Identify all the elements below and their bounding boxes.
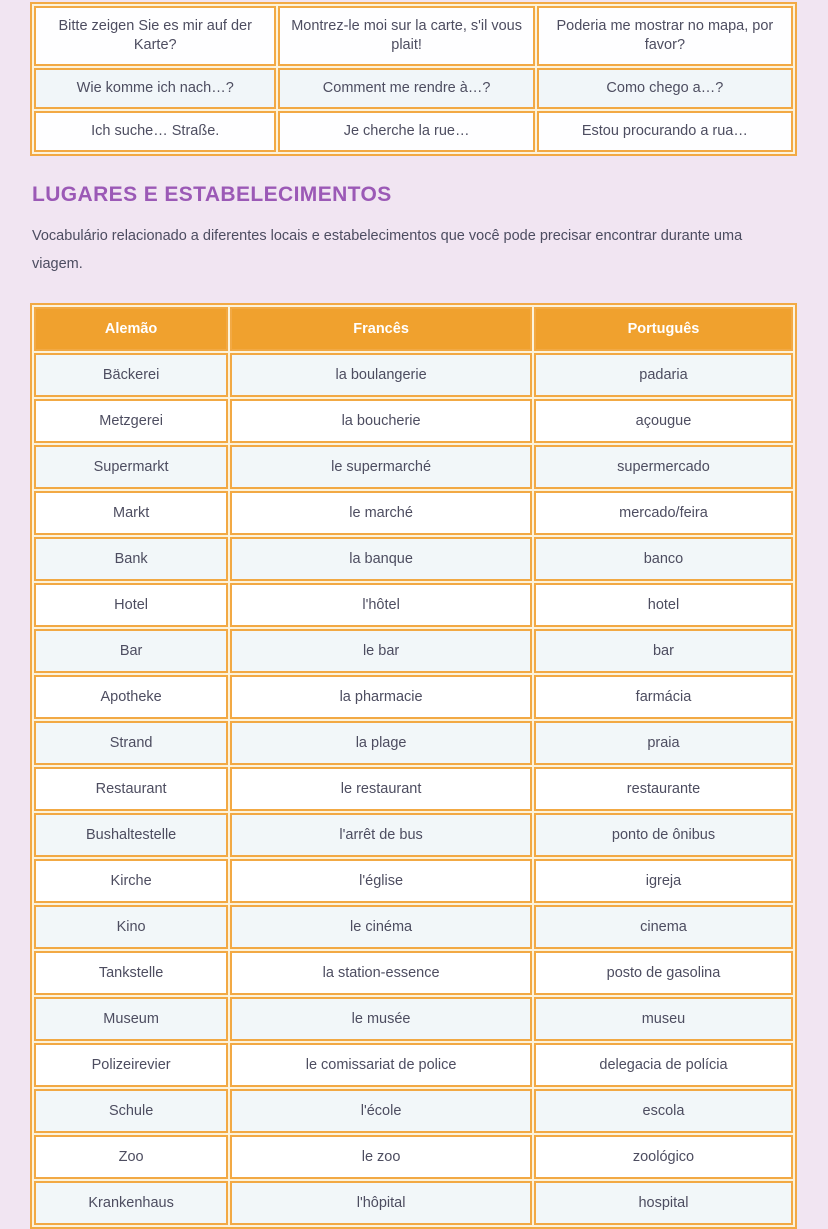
table-row: [34, 1043, 793, 1087]
cell-french: la station-essence: [230, 951, 532, 995]
cell-german: Polizeirevier: [34, 1043, 228, 1087]
cell-portuguese: banco: [534, 537, 793, 581]
places-table: [30, 303, 797, 1229]
phrases-table: [30, 2, 797, 156]
cell-portuguese: praia: [534, 721, 793, 765]
table-row: [34, 353, 793, 397]
cell-portuguese: mercado/feira: [534, 491, 793, 535]
cell-portuguese: restaurante: [534, 767, 793, 811]
phrase-cell-portuguese: Estou procurando a rua…: [537, 111, 793, 152]
cell-portuguese: hospital: [534, 1181, 793, 1225]
cell-portuguese: ponto de ônibus: [534, 813, 793, 857]
cell-french: l'hôpital: [230, 1181, 532, 1225]
column-header-french: Francês: [230, 307, 532, 351]
table-row: [34, 997, 793, 1041]
cell-german: Hotel: [34, 583, 228, 627]
cell-portuguese: bar: [534, 629, 793, 673]
cell-portuguese: hotel: [534, 583, 793, 627]
cell-german: Museum: [34, 997, 228, 1041]
cell-french: l'église: [230, 859, 532, 903]
section-title: LUGARES E ESTABELECIMENTOS: [32, 183, 392, 206]
table-row: [34, 1089, 793, 1133]
table-row: [34, 445, 793, 489]
table-row: [34, 6, 793, 66]
cell-french: la pharmacie: [230, 675, 532, 719]
column-header-portuguese: Português: [534, 307, 793, 351]
cell-portuguese: museu: [534, 997, 793, 1041]
cell-german: Metzgerei: [34, 399, 228, 443]
table-row: [34, 491, 793, 535]
cell-french: le supermarché: [230, 445, 532, 489]
cell-french: la banque: [230, 537, 532, 581]
table-row: [34, 951, 793, 995]
cell-german: Tankstelle: [34, 951, 228, 995]
table-row: [34, 629, 793, 673]
table-row: [34, 537, 793, 581]
cell-german: Kirche: [34, 859, 228, 903]
cell-french: le zoo: [230, 1135, 532, 1179]
cell-portuguese: escola: [534, 1089, 793, 1133]
cell-french: l'arrêt de bus: [230, 813, 532, 857]
cell-portuguese: igreja: [534, 859, 793, 903]
cell-german: Krankenhaus: [34, 1181, 228, 1225]
table-row: [34, 583, 793, 627]
table-row: [34, 675, 793, 719]
table-row: [34, 859, 793, 903]
cell-portuguese: açougue: [534, 399, 793, 443]
cell-french: le comissariat de police: [230, 1043, 532, 1087]
section-description: Vocabulário relacionado a diferentes locais e estabelecimentos que você pode precisar encontrar durante uma viagem.: [32, 228, 743, 272]
cell-french: la plage: [230, 721, 532, 765]
document-page: [0, 2, 828, 1211]
table-row: [34, 68, 793, 109]
cell-french: le bar: [230, 629, 532, 673]
cell-portuguese: cinema: [534, 905, 793, 949]
cell-portuguese: farmácia: [534, 675, 793, 719]
cell-portuguese: posto de gasolina: [534, 951, 793, 995]
cell-portuguese: zoológico: [534, 1135, 793, 1179]
cell-french: l'école: [230, 1089, 532, 1133]
cell-german: Kino: [34, 905, 228, 949]
cell-german: Bar: [34, 629, 228, 673]
table-row: [34, 813, 793, 857]
cell-german: Markt: [34, 491, 228, 535]
table-row: [34, 767, 793, 811]
cell-german: Apotheke: [34, 675, 228, 719]
phrase-cell-french: Montrez-le moi sur la carte, s'il vous plait!: [278, 6, 534, 66]
phrase-cell-german: Ich suche… Straße.: [34, 111, 276, 152]
table-row: [34, 1181, 793, 1225]
cell-portuguese: delegacia de polícia: [534, 1043, 793, 1087]
cell-german: Bank: [34, 537, 228, 581]
cell-german: Bushaltestelle: [34, 813, 228, 857]
cell-french: la boucherie: [230, 399, 532, 443]
cell-french: le musée: [230, 997, 532, 1041]
table-row: [34, 399, 793, 443]
column-header-german: Alemão: [34, 307, 228, 351]
phrase-cell-french: Comment me rendre à…?: [278, 68, 534, 109]
table-header-row: [34, 307, 793, 351]
table-row: [34, 1135, 793, 1179]
cell-portuguese: supermercado: [534, 445, 793, 489]
cell-portuguese: padaria: [534, 353, 793, 397]
cell-german: Bäckerei: [34, 353, 228, 397]
table-row: [34, 721, 793, 765]
cell-french: le restaurant: [230, 767, 532, 811]
cell-german: Strand: [34, 721, 228, 765]
cell-german: Zoo: [34, 1135, 228, 1179]
table-row: [34, 111, 793, 152]
cell-german: Schule: [34, 1089, 228, 1133]
phrase-cell-portuguese: Poderia me mostrar no mapa, por favor?: [537, 6, 793, 66]
cell-french: le cinéma: [230, 905, 532, 949]
phrase-cell-french: Je cherche la rue…: [278, 111, 534, 152]
phrase-cell-german: Bitte zeigen Sie es mir auf der Karte?: [34, 6, 276, 66]
cell-german: Supermarkt: [34, 445, 228, 489]
cell-french: l'hôtel: [230, 583, 532, 627]
cell-german: Restaurant: [34, 767, 228, 811]
phrase-cell-portuguese: Como chego a…?: [537, 68, 793, 109]
phrase-cell-german: Wie komme ich nach…?: [34, 68, 276, 109]
cell-french: la boulangerie: [230, 353, 532, 397]
cell-french: le marché: [230, 491, 532, 535]
table-row: [34, 905, 793, 949]
